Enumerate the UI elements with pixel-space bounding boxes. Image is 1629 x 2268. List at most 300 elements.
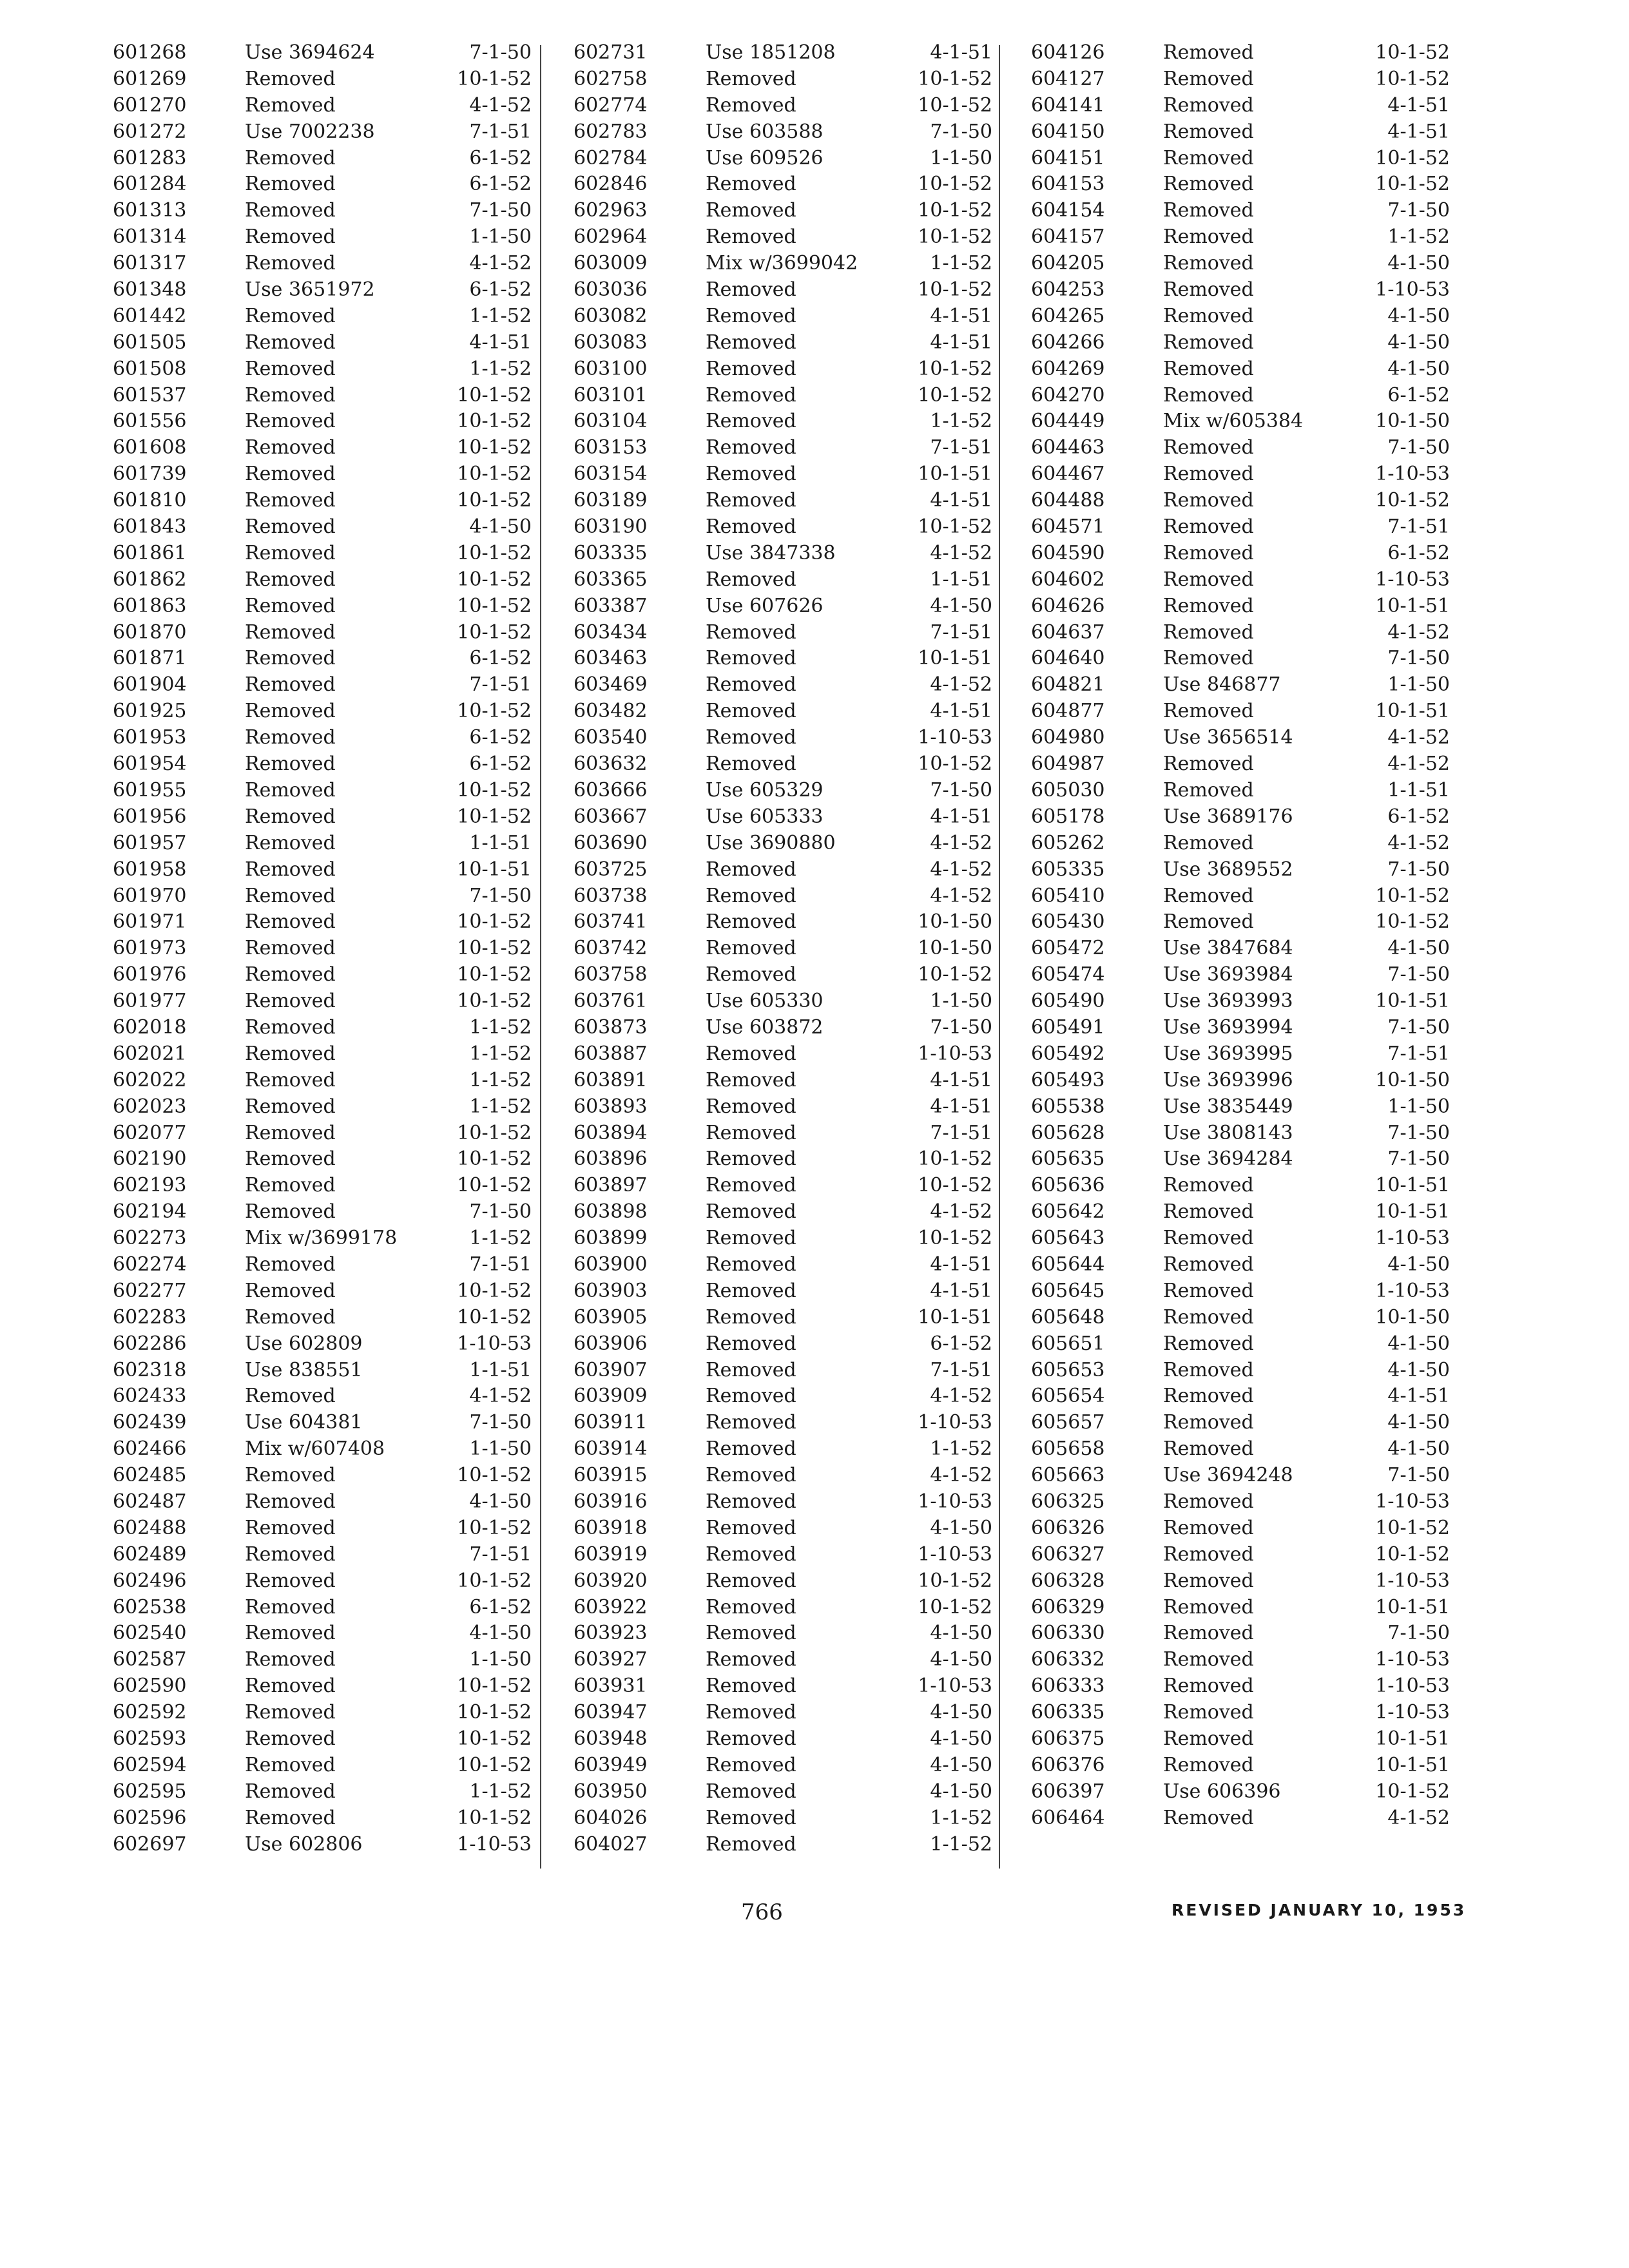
effective-date: 10-1-52 bbox=[457, 594, 532, 617]
table-row bbox=[1031, 1779, 1450, 1805]
table-row bbox=[113, 988, 532, 1015]
effective-date: 4-1-52 bbox=[1387, 831, 1450, 854]
part-status: Removed bbox=[706, 1832, 796, 1856]
table-row bbox=[113, 356, 532, 383]
table-row bbox=[113, 1753, 532, 1779]
part-status: Removed bbox=[1163, 357, 1254, 380]
effective-date: 1-1-50 bbox=[469, 1437, 532, 1461]
part-status: Removed bbox=[245, 1569, 336, 1592]
table-row bbox=[113, 1068, 532, 1094]
part-status: Removed bbox=[706, 1622, 796, 1645]
effective-date: 10-1-52 bbox=[457, 778, 532, 802]
effective-date: 4-1-52 bbox=[930, 831, 992, 854]
effective-date: 7-1-51 bbox=[930, 1358, 992, 1381]
part-number: 604269 bbox=[1031, 357, 1105, 380]
part-status: Removed bbox=[706, 1516, 796, 1539]
part-number: 602783 bbox=[574, 120, 648, 143]
part-status: Use 606396 bbox=[1163, 1780, 1281, 1803]
table-row bbox=[1031, 988, 1450, 1015]
part-number: 603690 bbox=[574, 831, 648, 854]
part-number: 602590 bbox=[113, 1675, 187, 1698]
table-row bbox=[1031, 461, 1450, 488]
effective-date: 7-1-51 bbox=[469, 1253, 532, 1276]
effective-date: 10-1-52 bbox=[918, 199, 992, 222]
effective-date: 4-1-50 bbox=[469, 1622, 532, 1645]
effective-date: 1-10-53 bbox=[457, 1832, 532, 1856]
table-row bbox=[574, 330, 992, 356]
effective-date: 4-1-52 bbox=[469, 252, 532, 275]
effective-date: 1-1-51 bbox=[469, 1358, 532, 1381]
part-number: 605262 bbox=[1031, 831, 1105, 854]
effective-date: 7-1-50 bbox=[469, 1411, 532, 1434]
effective-date: 10-1-52 bbox=[457, 620, 532, 644]
effective-date: 4-1-50 bbox=[469, 1490, 532, 1513]
table-row bbox=[1031, 277, 1450, 303]
effective-date: 10-1-51 bbox=[918, 647, 992, 670]
part-status: Use 3694248 bbox=[1163, 1464, 1293, 1487]
effective-date: 10-1-52 bbox=[918, 753, 992, 776]
table-row bbox=[1031, 1094, 1450, 1120]
effective-date: 10-1-52 bbox=[918, 226, 992, 249]
effective-date: 4-1-50 bbox=[930, 1753, 992, 1776]
effective-date: 10-1-52 bbox=[457, 410, 532, 433]
table-row bbox=[1031, 1436, 1450, 1463]
part-number: 602018 bbox=[113, 1015, 187, 1039]
table-row bbox=[574, 1620, 992, 1647]
table-row bbox=[1031, 831, 1450, 857]
table-row bbox=[1031, 1463, 1450, 1489]
table-row bbox=[113, 1199, 532, 1225]
table-row bbox=[574, 909, 992, 936]
table-row bbox=[574, 988, 992, 1015]
part-number: 605538 bbox=[1031, 1095, 1105, 1118]
part-number: 602964 bbox=[574, 226, 648, 249]
part-status: Removed bbox=[245, 67, 336, 90]
part-number: 605030 bbox=[1031, 778, 1105, 802]
table-row bbox=[1031, 646, 1450, 672]
effective-date: 6-1-52 bbox=[1387, 541, 1450, 564]
part-number: 603909 bbox=[574, 1385, 648, 1408]
part-number: 604602 bbox=[1031, 568, 1105, 591]
part-number: 605642 bbox=[1031, 1200, 1105, 1224]
part-status: Removed bbox=[706, 673, 796, 697]
effective-date: 7-1-51 bbox=[930, 620, 992, 644]
part-number: 603741 bbox=[574, 910, 648, 934]
part-status: Removed bbox=[1163, 1753, 1254, 1776]
table-row bbox=[113, 93, 532, 119]
part-number: 603725 bbox=[574, 858, 648, 881]
part-status: Removed bbox=[245, 1542, 336, 1566]
effective-date: 10-1-52 bbox=[457, 1279, 532, 1302]
effective-date: 4-1-51 bbox=[930, 1095, 992, 1118]
part-status: Removed bbox=[1163, 594, 1254, 617]
part-number: 603911 bbox=[574, 1411, 648, 1434]
part-number: 603919 bbox=[574, 1542, 648, 1566]
part-number: 603153 bbox=[574, 436, 648, 459]
part-status: Mix w/605384 bbox=[1163, 410, 1304, 433]
part-status: Use 3847684 bbox=[1163, 937, 1293, 960]
part-number: 601348 bbox=[113, 278, 187, 302]
part-number: 603100 bbox=[574, 357, 648, 380]
effective-date: 1-10-53 bbox=[918, 1411, 992, 1434]
effective-date: 10-1-52 bbox=[457, 489, 532, 512]
part-number: 604027 bbox=[574, 1832, 648, 1856]
effective-date: 10-1-52 bbox=[918, 93, 992, 117]
part-status: Removed bbox=[1163, 304, 1254, 327]
table-row bbox=[574, 672, 992, 698]
part-number: 603189 bbox=[574, 489, 648, 512]
part-status: Removed bbox=[1163, 515, 1254, 539]
part-number: 602963 bbox=[574, 199, 648, 222]
effective-date: 10-1-52 bbox=[1375, 1542, 1450, 1566]
table-row bbox=[574, 514, 992, 541]
effective-date: 1-10-53 bbox=[1375, 1701, 1450, 1724]
part-number: 603387 bbox=[574, 594, 648, 617]
part-status: Removed bbox=[1163, 331, 1254, 354]
table-row bbox=[574, 1199, 992, 1225]
effective-date: 10-1-50 bbox=[1375, 410, 1450, 433]
part-number: 601955 bbox=[113, 778, 187, 802]
table-row bbox=[113, 1620, 532, 1647]
table-row bbox=[574, 778, 992, 804]
table-row bbox=[1031, 936, 1450, 962]
effective-date: 10-1-51 bbox=[1375, 1595, 1450, 1619]
table-row bbox=[574, 698, 992, 725]
part-status: Removed bbox=[245, 1516, 336, 1539]
part-number: 605651 bbox=[1031, 1332, 1105, 1355]
table-row bbox=[1031, 567, 1450, 593]
table-row bbox=[1031, 1173, 1450, 1199]
table-row bbox=[574, 66, 992, 93]
part-status: Use 3656514 bbox=[1163, 726, 1293, 749]
effective-date: 10-1-51 bbox=[918, 1305, 992, 1329]
part-number: 606333 bbox=[1031, 1675, 1105, 1698]
part-status: Removed bbox=[245, 252, 336, 275]
table-row bbox=[1031, 1726, 1450, 1753]
effective-date: 1-1-52 bbox=[930, 252, 992, 275]
effective-date: 1-1-52 bbox=[1387, 226, 1450, 249]
effective-date: 6-1-52 bbox=[1387, 805, 1450, 828]
part-status: Removed bbox=[245, 805, 336, 828]
effective-date: 7-1-51 bbox=[1387, 1042, 1450, 1065]
effective-date: 7-1-50 bbox=[1387, 1015, 1450, 1039]
part-status: Removed bbox=[1163, 884, 1254, 907]
part-status: Removed bbox=[706, 304, 796, 327]
part-status: Removed bbox=[245, 910, 336, 934]
table-row bbox=[1031, 224, 1450, 251]
effective-date: 10-1-52 bbox=[918, 173, 992, 196]
part-status: Removed bbox=[245, 884, 336, 907]
effective-date: 10-1-50 bbox=[918, 937, 992, 960]
part-status: Removed bbox=[245, 1780, 336, 1803]
effective-date: 10-1-52 bbox=[457, 568, 532, 591]
table-row bbox=[1031, 171, 1450, 198]
effective-date: 4-1-50 bbox=[469, 515, 532, 539]
effective-date: 10-1-52 bbox=[457, 436, 532, 459]
table-row bbox=[113, 909, 532, 936]
part-status: Removed bbox=[245, 357, 336, 380]
part-number: 605474 bbox=[1031, 963, 1105, 986]
part-number: 604626 bbox=[1031, 594, 1105, 617]
table-row bbox=[113, 1489, 532, 1515]
part-number: 604205 bbox=[1031, 252, 1105, 275]
part-number: 603154 bbox=[574, 463, 648, 486]
part-status: Removed bbox=[1163, 1279, 1254, 1302]
part-number: 605653 bbox=[1031, 1358, 1105, 1381]
table-row bbox=[574, 461, 992, 488]
effective-date: 1-1-50 bbox=[469, 226, 532, 249]
part-number: 601269 bbox=[113, 67, 187, 90]
part-status: Removed bbox=[1163, 1569, 1254, 1592]
table-row bbox=[113, 330, 532, 356]
part-number: 601537 bbox=[113, 383, 187, 407]
part-number: 602077 bbox=[113, 1121, 187, 1144]
table-row bbox=[1031, 1068, 1450, 1094]
part-number: 603873 bbox=[574, 1015, 648, 1039]
effective-date: 6-1-52 bbox=[469, 647, 532, 670]
part-status: Removed bbox=[245, 1727, 336, 1750]
part-status: Removed bbox=[706, 410, 796, 433]
effective-date: 1-1-50 bbox=[1387, 673, 1450, 697]
table-row bbox=[113, 1094, 532, 1120]
table-row bbox=[113, 461, 532, 488]
effective-date: 10-1-52 bbox=[918, 357, 992, 380]
effective-date: 10-1-52 bbox=[1375, 1516, 1450, 1539]
effective-date: 10-1-52 bbox=[1375, 1780, 1450, 1803]
effective-date: 1-10-53 bbox=[457, 1332, 532, 1355]
table-row bbox=[113, 1515, 532, 1542]
effective-date: 10-1-50 bbox=[1375, 1068, 1450, 1091]
effective-date: 10-1-52 bbox=[1375, 884, 1450, 907]
part-status: Removed bbox=[1163, 1806, 1254, 1829]
part-status: Removed bbox=[706, 1595, 796, 1619]
effective-date: 10-1-52 bbox=[457, 805, 532, 828]
part-number: 606375 bbox=[1031, 1727, 1105, 1750]
table-row bbox=[1031, 40, 1450, 66]
part-status: Removed bbox=[706, 1675, 796, 1698]
part-number: 602193 bbox=[113, 1174, 187, 1197]
part-number: 604127 bbox=[1031, 67, 1105, 90]
table-row bbox=[574, 1094, 992, 1120]
effective-date: 4-1-52 bbox=[1387, 726, 1450, 749]
part-status: Removed bbox=[706, 93, 796, 117]
table-row bbox=[113, 1225, 532, 1252]
part-number: 601863 bbox=[113, 594, 187, 617]
part-status: Removed bbox=[1163, 1437, 1254, 1461]
part-number: 601977 bbox=[113, 990, 187, 1013]
table-row bbox=[574, 1068, 992, 1094]
part-number: 606397 bbox=[1031, 1780, 1105, 1803]
part-status: Use 3808143 bbox=[1163, 1121, 1293, 1144]
table-row bbox=[113, 857, 532, 883]
part-status: Removed bbox=[706, 726, 796, 749]
part-status: Removed bbox=[245, 726, 336, 749]
table-row bbox=[574, 936, 992, 962]
part-number: 605335 bbox=[1031, 858, 1105, 881]
part-status: Removed bbox=[706, 1042, 796, 1065]
part-status: Removed bbox=[245, 199, 336, 222]
part-number: 604987 bbox=[1031, 753, 1105, 776]
part-status: Mix w/3699178 bbox=[245, 1227, 398, 1250]
part-number: 603036 bbox=[574, 278, 648, 302]
effective-date: 4-1-52 bbox=[469, 1385, 532, 1408]
part-number: 603923 bbox=[574, 1622, 648, 1645]
part-number: 603947 bbox=[574, 1701, 648, 1724]
table-row bbox=[574, 171, 992, 198]
part-status: Removed bbox=[706, 278, 796, 302]
part-status: Removed bbox=[245, 173, 336, 196]
part-status: Use 3693995 bbox=[1163, 1042, 1293, 1065]
effective-date: 1-10-53 bbox=[918, 1490, 992, 1513]
effective-date: 7-1-50 bbox=[930, 778, 992, 802]
part-number: 605643 bbox=[1031, 1227, 1105, 1250]
part-status: Removed bbox=[245, 304, 336, 327]
table-row bbox=[113, 1410, 532, 1436]
effective-date: 1-10-53 bbox=[1375, 463, 1450, 486]
part-status: Removed bbox=[245, 963, 336, 986]
part-status: Removed bbox=[706, 1385, 796, 1408]
part-number: 605658 bbox=[1031, 1437, 1105, 1461]
part-status: Removed bbox=[245, 1095, 336, 1118]
part-status: Removed bbox=[1163, 1595, 1254, 1619]
table-row bbox=[1031, 1568, 1450, 1595]
table-row bbox=[574, 1225, 992, 1252]
part-status: Removed bbox=[245, 1148, 336, 1171]
part-status: Use 605329 bbox=[706, 778, 824, 802]
table-row bbox=[574, 1515, 992, 1542]
effective-date: 10-1-52 bbox=[1375, 41, 1450, 64]
table-row bbox=[113, 1673, 532, 1700]
table-row bbox=[1031, 1542, 1450, 1568]
table-row bbox=[113, 40, 532, 66]
table-row bbox=[113, 303, 532, 330]
part-status: Removed bbox=[245, 937, 336, 960]
part-status: Removed bbox=[706, 67, 796, 90]
page-number: 766 bbox=[741, 1899, 783, 1925]
part-number: 605628 bbox=[1031, 1121, 1105, 1144]
part-status: Removed bbox=[706, 647, 796, 670]
part-status: Removed bbox=[706, 1806, 796, 1829]
part-status: Removed bbox=[1163, 1358, 1254, 1381]
part-status: Removed bbox=[706, 1437, 796, 1461]
effective-date: 10-1-52 bbox=[918, 1595, 992, 1619]
table-row bbox=[1031, 1383, 1450, 1410]
part-number: 601442 bbox=[113, 304, 187, 327]
part-status: Removed bbox=[706, 226, 796, 249]
effective-date: 10-1-52 bbox=[457, 1701, 532, 1724]
effective-date: 1-10-53 bbox=[1375, 278, 1450, 302]
part-status: Removed bbox=[706, 1490, 796, 1513]
part-number: 605493 bbox=[1031, 1068, 1105, 1091]
part-number: 602697 bbox=[113, 1832, 187, 1856]
part-status: Removed bbox=[706, 620, 796, 644]
part-number: 603887 bbox=[574, 1042, 648, 1065]
effective-date: 7-1-50 bbox=[1387, 647, 1450, 670]
part-number: 604821 bbox=[1031, 673, 1105, 697]
effective-date: 4-1-50 bbox=[930, 1648, 992, 1671]
table-row bbox=[113, 567, 532, 593]
table-row bbox=[113, 1726, 532, 1753]
table-row bbox=[574, 146, 992, 172]
part-status: Removed bbox=[245, 1253, 336, 1276]
effective-date: 4-1-50 bbox=[930, 1622, 992, 1645]
part-number: 601272 bbox=[113, 120, 187, 143]
table-row bbox=[574, 725, 992, 751]
part-number: 601956 bbox=[113, 805, 187, 828]
part-number: 601843 bbox=[113, 515, 187, 539]
part-status: Removed bbox=[245, 463, 336, 486]
part-status: Removed bbox=[706, 1464, 796, 1487]
part-number: 603899 bbox=[574, 1227, 648, 1250]
part-number: 603632 bbox=[574, 753, 648, 776]
effective-date: 10-1-52 bbox=[457, 910, 532, 934]
effective-date: 10-1-52 bbox=[457, 1464, 532, 1487]
table-row bbox=[1031, 408, 1450, 435]
part-status: Removed bbox=[245, 541, 336, 564]
table-row bbox=[113, 1647, 532, 1673]
part-number: 603918 bbox=[574, 1516, 648, 1539]
effective-date: 10-1-52 bbox=[1375, 67, 1450, 90]
part-status: Removed bbox=[706, 1121, 796, 1144]
table-row bbox=[574, 857, 992, 883]
part-number: 605663 bbox=[1031, 1464, 1105, 1487]
part-number: 603761 bbox=[574, 990, 648, 1013]
effective-date: 7-1-50 bbox=[1387, 199, 1450, 222]
part-status: Removed bbox=[706, 463, 796, 486]
part-number: 606332 bbox=[1031, 1648, 1105, 1671]
table-row bbox=[113, 1015, 532, 1041]
part-status: Use 3690880 bbox=[706, 831, 836, 854]
table-row bbox=[113, 277, 532, 303]
effective-date: 10-1-52 bbox=[457, 1675, 532, 1698]
table-row bbox=[1031, 435, 1450, 461]
part-status: Use 3651972 bbox=[245, 278, 375, 302]
effective-date: 10-1-52 bbox=[457, 937, 532, 960]
part-number: 603190 bbox=[574, 515, 648, 539]
part-status: Removed bbox=[1163, 146, 1254, 169]
part-number: 601971 bbox=[113, 910, 187, 934]
effective-date: 6-1-52 bbox=[469, 173, 532, 196]
part-number: 604151 bbox=[1031, 146, 1105, 169]
part-status: Removed bbox=[706, 1200, 796, 1224]
part-status: Removed bbox=[245, 594, 336, 617]
effective-date: 10-1-52 bbox=[457, 541, 532, 564]
table-row bbox=[113, 1595, 532, 1621]
effective-date: 6-1-52 bbox=[469, 146, 532, 169]
parts-column-2 bbox=[574, 40, 992, 1858]
part-number: 602318 bbox=[113, 1358, 187, 1381]
parts-column-1 bbox=[113, 40, 532, 1858]
part-number: 604026 bbox=[574, 1806, 648, 1829]
table-row bbox=[113, 1252, 532, 1278]
table-row bbox=[574, 1700, 992, 1726]
effective-date: 1-1-50 bbox=[1387, 1095, 1450, 1118]
table-row bbox=[1031, 1595, 1450, 1621]
part-status: Use 3693993 bbox=[1163, 990, 1293, 1013]
part-status: Removed bbox=[706, 383, 796, 407]
part-number: 603540 bbox=[574, 726, 648, 749]
part-status: Removed bbox=[1163, 93, 1254, 117]
part-status: Removed bbox=[706, 1753, 796, 1776]
effective-date: 10-1-51 bbox=[1375, 700, 1450, 723]
effective-date: 4-1-51 bbox=[930, 1068, 992, 1091]
table-row bbox=[113, 1173, 532, 1199]
part-status: Removed bbox=[706, 568, 796, 591]
part-number: 603915 bbox=[574, 1464, 648, 1487]
table-row bbox=[574, 435, 992, 461]
table-row bbox=[574, 541, 992, 567]
table-row bbox=[113, 1305, 532, 1331]
